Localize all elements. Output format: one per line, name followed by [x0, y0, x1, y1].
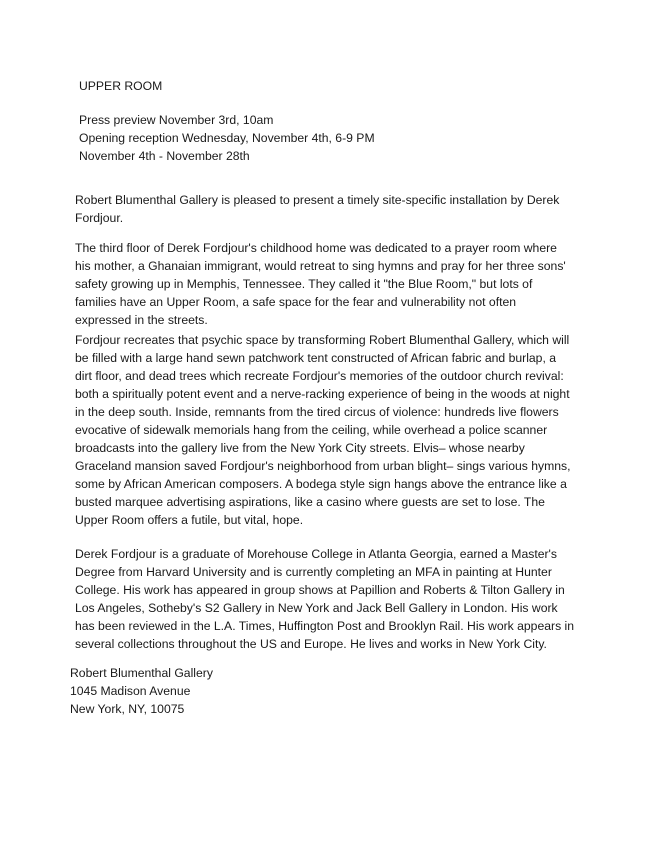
installation-paragraph: Fordjour recreates that psychic space by transforming Robert Blumenthal Gallery, which will be filled with a large hand sewn patchwork tent constructed of African fabric and burlap, a dirt floor, and dead trees which recreate Fordjour's memories of the outdoor church revival: both a spiritually potent event and a nerve-racking experience of being in the woods at night in the deep south. Inside, remnants from the tired circus of violence: hundreds live flowers evocative of sidewalk memorials hang from the ceiling, while overhead a police scanner broadcasts into the gallery live from the New York City streets. Elvis– whose nearby Graceland mansion saved Fordjour's neighborhood from urban blight– sings various hymns, some by African American composers. A bodega style sign hangs above the entrance like a busted marquee advertising aspirations, like a casino where guests are set to lose. The Upper Room offers a futile, but vital, hope. — [75, 333, 571, 527]
background-paragraph: The third floor of Derek Fordjour's childhood home was dedicated to a prayer room where his mother, a Ghanaian immigrant, would retreat to sing hymns and pray for her three sons' safety growing up in Memphis, Tennessee. They called it "the Blue Room," but lots of families have an Upper Room, a safe space for the fear and vulnerability not often expressed in the streets. — [75, 241, 566, 327]
street-address: 1045 Madison Avenue — [70, 684, 191, 698]
gallery-name: Robert Blumenthal Gallery — [70, 666, 213, 680]
artist-bio-paragraph: Derek Fordjour is a graduate of Morehouse College in Atlanta Georgia, earned a Master's Degree from Harvard University and is currently completing an MFA in painting at Hunter College. His work has appeared in group shows at Papillion and Roberts & Tilton Gallery in Los Angeles, Sotheby's S2 Gallery in New York and Jack Bell Gallery in London. His work has been reviewed in the L.A. Times, Huffington Post and Brooklyn Rail. His work appears in several collections throughout the US and Europe. He lives and works in New York City. — [75, 547, 575, 651]
city-state-zip: New York, NY, 10075 — [70, 702, 185, 716]
press-preview-line: Press preview November 3rd, 10am — [79, 113, 274, 127]
opening-reception-line: Opening reception Wednesday, November 4th, 6-9 PM — [79, 131, 375, 145]
document-title: UPPER ROOM — [79, 79, 163, 93]
exhibition-dates-line: November 4th - November 28th — [79, 149, 250, 163]
event-info — [79, 111, 375, 165]
gallery-address — [70, 664, 213, 718]
intro-paragraph: Robert Blumenthal Gallery is pleased to present a timely site-specific installation by Derek Fordjour. — [75, 193, 560, 225]
